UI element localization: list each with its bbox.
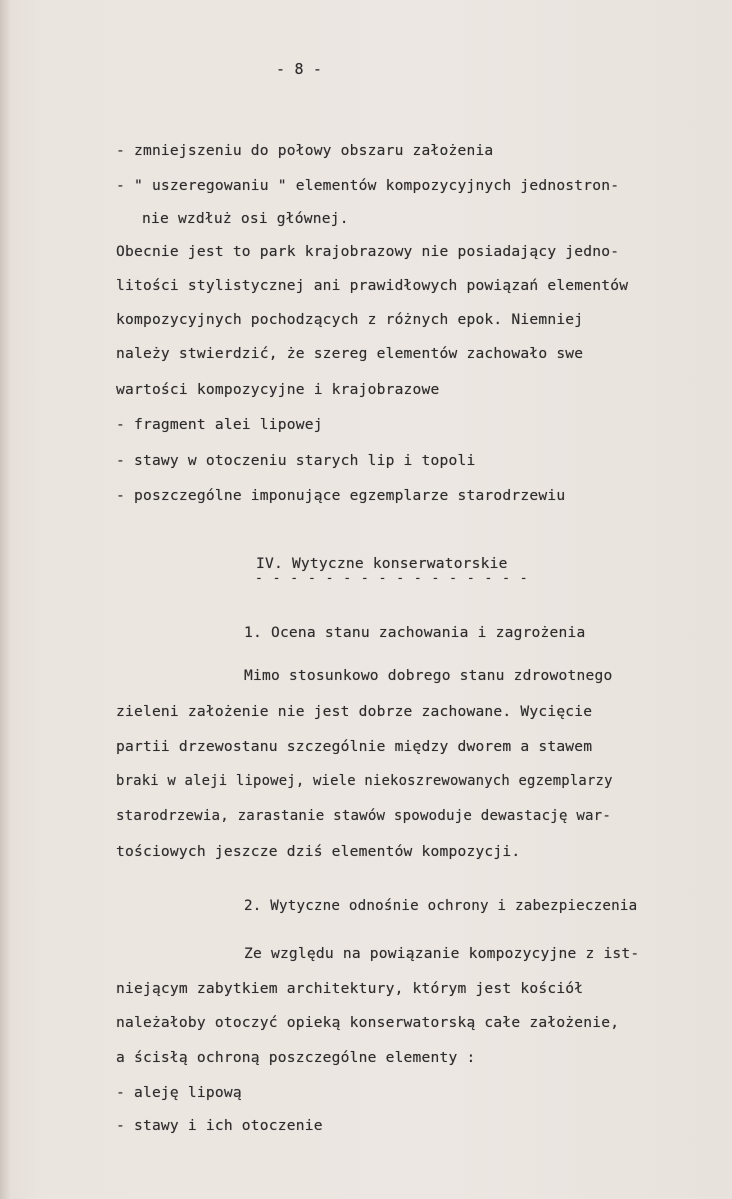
section-heading-underline: - - - - - - - - - - - - - - - -	[255, 571, 529, 586]
text-line: nie wzdłuż osi głównej.	[142, 210, 349, 227]
text-line: partii drzewostanu szczególnie między dworem a stawem	[116, 738, 593, 755]
text-line: braki w aleji lipowej, wiele niekoszrewowanych egzemplarzy	[116, 773, 613, 789]
text-line: zieleni założenie nie jest dobrze zachowane. Wycięcie	[116, 703, 593, 720]
text-line: litości stylistycznej ani prawidłowych powiązań elementów	[116, 277, 629, 294]
text-line: niejącym zabytkiem architektury, którym jest kościół	[116, 980, 584, 997]
text-line: tościowych jeszcze dziś elementów kompozycji.	[116, 843, 521, 860]
text-line: a ścisłą ochroną poszczególne elementy :	[116, 1049, 476, 1066]
text-line: należałoby otoczyć opieką konserwatorską całe założenie,	[116, 1014, 620, 1031]
list-item: - aleję lipową	[116, 1084, 242, 1101]
text-line: należy stwierdzić, że szereg elementów zachowało swe	[116, 345, 584, 362]
text-line: Mimo stosunkowo dobrego stanu zdrowotnego	[244, 667, 613, 684]
subsection-heading: 1. Ocena stanu zachowania i zagrożenia	[244, 624, 586, 641]
text-line: starodrzewia, zarastanie stawów spowoduje dewastację war-	[116, 808, 612, 824]
list-item: - poszczególne imponujące egzemplarze starodrzewiu	[116, 487, 566, 504]
subsection-heading: 2. Wytyczne odnośnie ochrony i zabezpieczenia	[244, 898, 638, 914]
text-line: kompozycyjnych pochodzących z różnych epok. Niemniej	[116, 311, 584, 328]
list-item: - stawy w otoczeniu starych lip i topoli	[116, 452, 476, 469]
page-number: - 8 -	[276, 60, 323, 78]
page-spine-shadow	[0, 0, 10, 1199]
section-heading: IV. Wytyczne konserwatorskie	[256, 555, 508, 572]
text-line: wartości kompozycyjne i krajobrazowe	[116, 381, 440, 398]
text-line: Ze względu na powiązanie kompozycyjne z ist-	[244, 945, 640, 962]
text-line: Obecnie jest to park krajobrazowy nie posiadający jedno-	[116, 243, 620, 260]
text-line: - zmniejszeniu do połowy obszaru założenia	[116, 142, 494, 159]
list-item: - stawy i ich otoczenie	[116, 1117, 323, 1134]
list-item: - fragment alei lipowej	[116, 416, 323, 433]
text-line: - " uszeregowaniu " elementów kompozycyjnych jednostron-	[116, 177, 620, 194]
